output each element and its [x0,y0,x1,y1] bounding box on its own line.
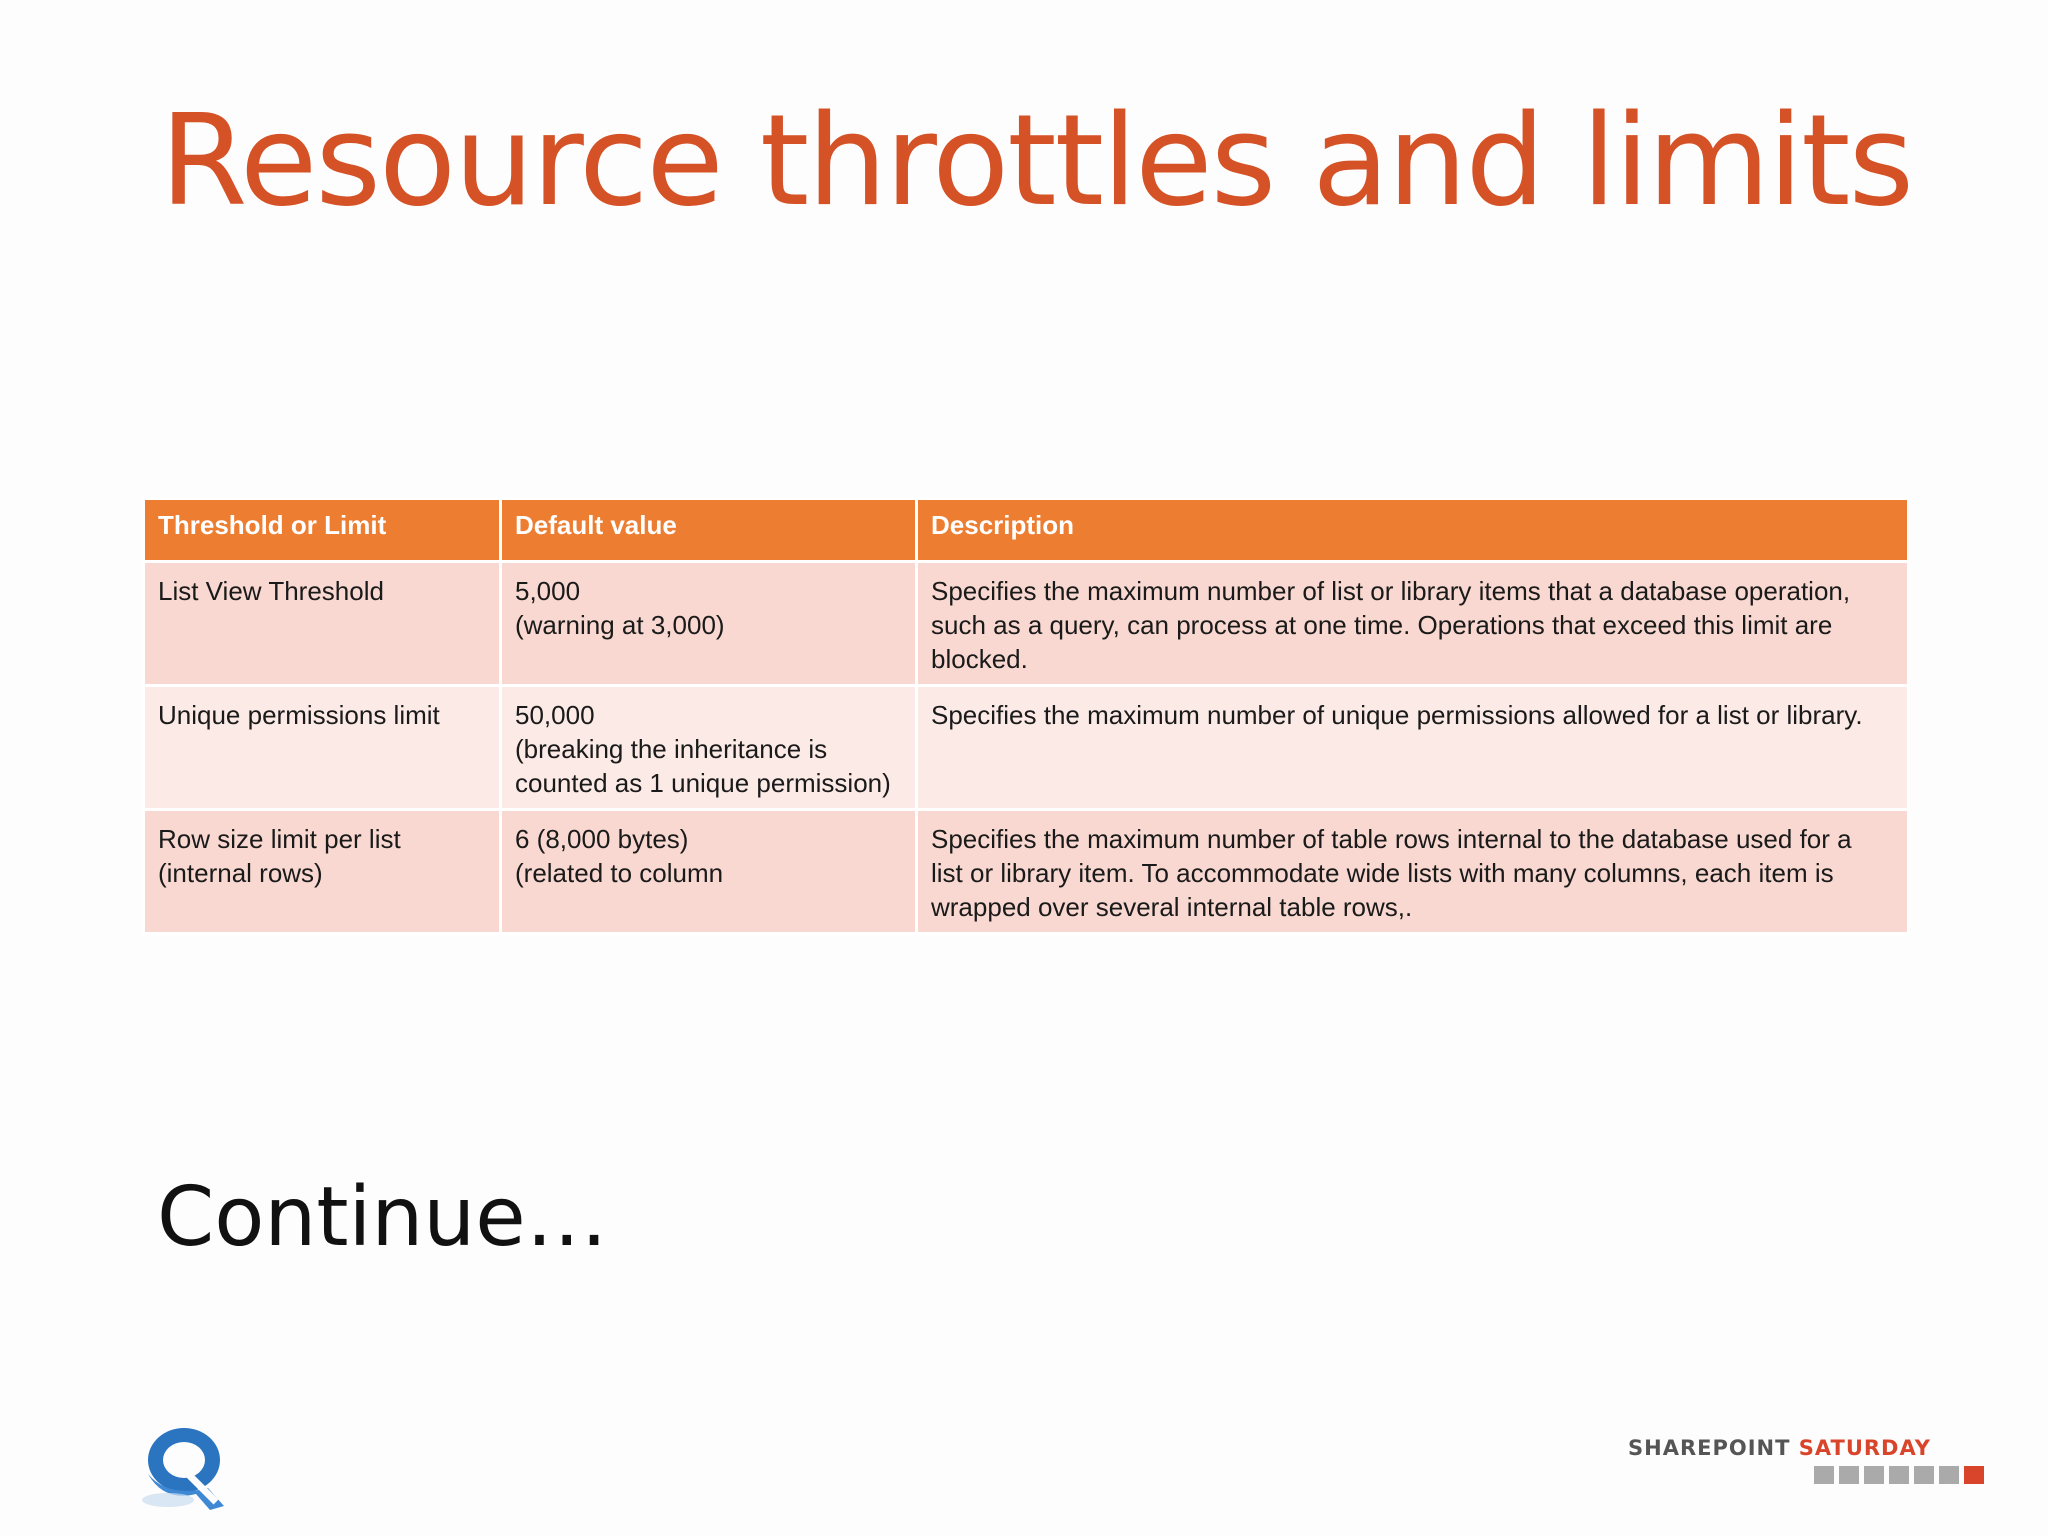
description-line: wrapped over several internal table rows,. [931,892,1413,922]
description-cell [917,562,1909,686]
logo-block [1914,1466,1934,1484]
slide-title: Resource throttles and limits [160,87,1913,234]
logo-block [1889,1466,1909,1484]
limit-name-line: (internal rows) [158,858,323,888]
description-cell [917,686,1909,810]
value-line: (warning at 3,000) [515,610,725,640]
logo-block [1939,1466,1959,1484]
header-description: Description [917,499,1909,562]
continue-text: Continue… [157,1170,608,1265]
logo-block [1814,1466,1834,1484]
limits-table [142,497,1910,935]
q-logo-graphic [138,1418,234,1514]
table-header-row [144,499,1909,562]
q-logo-icon [138,1418,234,1514]
table-row [144,562,1909,686]
value-cell [501,810,917,934]
description-line: such as a query, can process at one time. Operations that exceed this limit are [931,610,1833,640]
description-line: Specifies the maximum number of list or library items that a database operation, [931,576,1851,606]
header-threshold: Threshold or Limit [144,499,501,562]
sharepoint-saturday-wordmark [1628,1434,1958,1462]
logo-blocks [1814,1466,1984,1484]
value-line: 6 (8,000 bytes) [515,824,689,854]
value-line: 5,000 [515,576,581,606]
sharepoint-saturday-logo [1628,1434,1958,1494]
logo-word-sharepoint: SHAREPOINT [1628,1436,1791,1460]
limit-cell [144,562,501,686]
logo-block [1839,1466,1859,1484]
value-line: counted as 1 unique permission) [515,768,891,798]
limit-name-line: Row size limit per list [158,824,401,854]
limit-cell [144,810,501,934]
description-cell [917,810,1909,934]
logo-word-saturday: SATURDAY [1798,1436,1931,1460]
value-line: (breaking the inheritance is [515,734,828,764]
logo-block [1964,1466,1984,1484]
limit-cell [144,686,501,810]
header-default-value: Default value [501,499,917,562]
logo-block [1864,1466,1884,1484]
table-row [144,810,1909,934]
value-cell [501,686,917,810]
limit-name: Unique permissions limit [158,700,440,730]
value-line: (related to column [515,858,724,888]
limit-name: List View Threshold [158,576,384,606]
description-line: blocked. [931,644,1028,674]
description-line: list or library item. To accommodate wide lists with many columns, each item is [931,858,1834,888]
table-row [144,686,1909,810]
value-cell [501,562,917,686]
description-line: Specifies the maximum number of table rows internal to the database used for a [931,824,1852,854]
value-line: 50,000 [515,700,595,730]
description-line: Specifies the maximum number of unique permissions allowed for a list or library. [931,700,1863,730]
